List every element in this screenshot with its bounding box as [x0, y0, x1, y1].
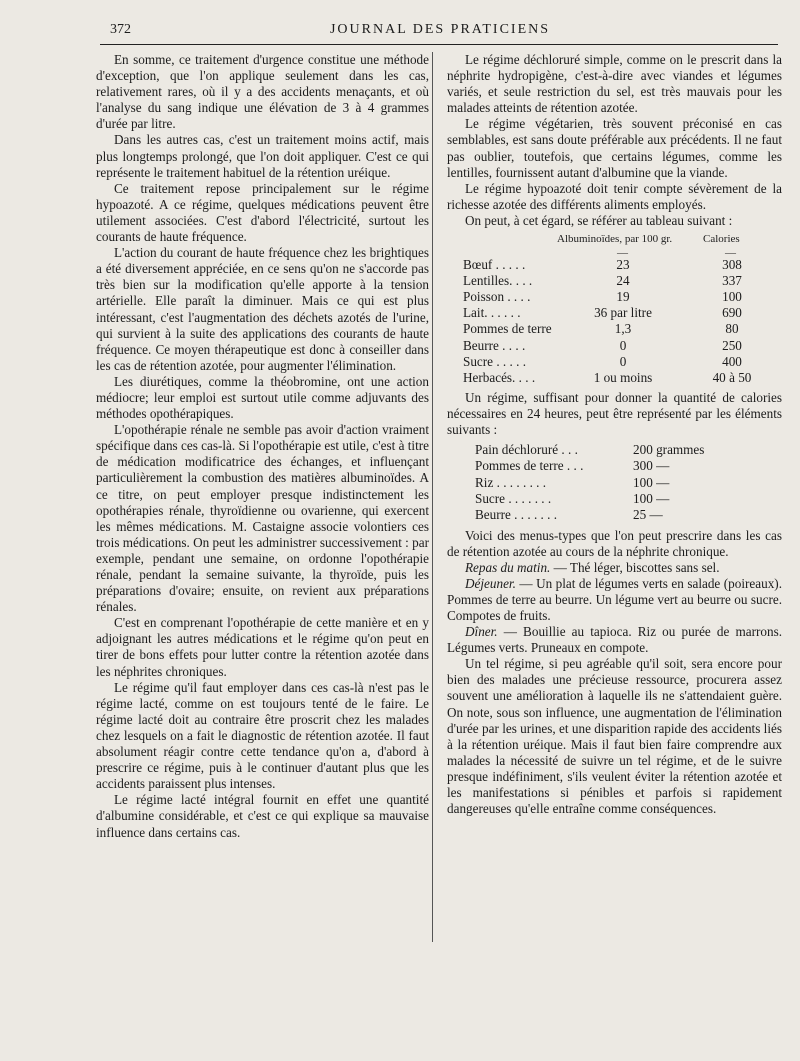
calorie-value: 308 — [722, 257, 742, 273]
paragraph: Un régime, suffisant pour donner la quantité de calories nécessaires en 24 heures, peut être représenté par les éléments suivants : — [447, 389, 782, 437]
list-item — [447, 475, 782, 491]
food-name: Pommes de terre — [463, 321, 552, 337]
food-name: Lentilles. . . . — [463, 273, 533, 289]
menu-text: — Bouillie au tapioca. Riz ou purée de marrons. Légumes verts. Pruneaux en compote. — [447, 624, 782, 656]
ration-list — [447, 442, 782, 523]
menu-label: Repas du matin. — [465, 559, 551, 575]
food-name: Bœuf . . . . . — [463, 257, 526, 273]
paragraph: On peut, à cet égard, se référer au tableau suivant : — [465, 212, 733, 228]
list-item — [447, 491, 782, 507]
paragraph: Les diurétiques, comme la théobromine, ont une action médiocre; leur emploi est surtout utile comme adjuvants des méthodes opothérapiques. — [96, 373, 429, 422]
list-item — [447, 507, 782, 523]
paragraph: Un tel régime, si peu agréable qu'il soit, sera encore pour bien des malades une précieuse ressource, procurera assez souvent une amélioration à laquelle ils ne s'attendaient guère. On note, sous son influence, une augmentation de l'élimination d'urée par les urines, et une disparition rapide des accidents liés à la rétention uréique. Mais il faut bien faire comprendre aux malades la nécessité de suivre un tel régime, et de le suivre presque indéfiniment, s'ils veulent éviter la rétention azotée et les manifestations si pénibles et parfois si rapidement dangereuses qu'elle entraîne comme conséquences. — [447, 656, 782, 817]
calorie-value: 250 — [722, 337, 742, 353]
column-divider — [432, 52, 433, 942]
paragraph: C'est en comprenant l'opothérapie de cette manière et en y adjoignant les autres médications et le régime qu'on peut en tirer de bons effets pour lutter contre la rétention azotée dans les néphrites chroniques. — [96, 615, 429, 679]
paragraph: Le régime lacté intégral fournit en effet une quantité d'albumine considérable, et c'est ce qui explique sa mauvaise influence dans certains cas. — [96, 792, 429, 840]
header-dash: — — [725, 247, 736, 260]
albuminoid-value: 23 — [616, 257, 630, 273]
ration-amount: 100 — — [633, 490, 670, 506]
paragraph: Ce traitement repose principalement sur le régime hypoazoté. A ce régime, quelques médications peuvent être utilement associées. C'est d'abord l'électricité, surtout les courants de haute fréquence. — [96, 180, 429, 245]
right-column — [447, 52, 782, 817]
food-name: Poisson . . . . — [463, 289, 531, 305]
paragraph: Dans les autres cas, c'est un traitement moins actif, mais plus longtemps prolongé, que l'on doit appliquer. C'est ce qui représente le traitement habituel de la rétention uréique. — [96, 132, 429, 180]
table-row — [447, 257, 782, 273]
menu-item — [447, 624, 782, 656]
page-header — [100, 20, 780, 42]
albuminoid-value: 1,3 — [614, 321, 632, 337]
menu-item — [447, 576, 782, 624]
food-name: Lait. . . . . . — [463, 305, 521, 321]
ration-amount: 300 — — [633, 458, 670, 474]
ration-amount: 200 grammes — [633, 442, 705, 458]
ration-amount: 100 — — [633, 474, 670, 490]
paragraph: Le régime déchloruré simple, comme on le prescrit dans la néphrite hydropigène, c'est-à-dire avec viandes et légumes variés, et seule restriction du sel, est très mauvais pour les malades atteints de rétention azotée. — [447, 52, 782, 116]
menu-item — [447, 560, 782, 576]
column-header-calories: Calories — [703, 233, 740, 246]
table-header — [447, 231, 782, 245]
ration-food: Beurre . . . . . . . — [475, 507, 558, 523]
running-title: JOURNAL DES PRATICIENS — [329, 22, 551, 37]
table-row — [447, 289, 782, 305]
calorie-value: 100 — [722, 289, 742, 305]
paragraph: Le régime hypoazoté doit tenir compte sévèrement de la richesse azotée des différents aliments employés. — [447, 180, 782, 212]
paragraph: Voici des menus-types que l'on peut prescrire dans les cas de rétention azotée au cours de la néphrite chronique. — [447, 527, 782, 559]
table-row — [447, 273, 782, 289]
ration-food: Riz . . . . . . . . — [475, 474, 547, 490]
albuminoid-value: 1 ou moins — [593, 369, 653, 385]
header-rule — [100, 44, 778, 45]
paragraph: Le régime végétarien, très souvent préconisé en cas semblables, est sans doute préférable aux précédents. Il ne faut pas oublier, toutefois, que certains légumes, comme les lentilles, fournissent autant d'albumine que la viande. — [447, 116, 782, 180]
paragraph: Le régime qu'il faut employer dans ces cas-là n'est pas le régime lacté, comme on est toujours tenté de le faire. Le régime lacté doit au contraire être proscrit chez les malades chez lesquels on a fait le diagnostic de rétention azotée. Il faut absolument réagir contre cette tendance qu'on a, d'abord à prescrire ce régime, puis à le continuer d'autant plus que les accidents paraissent plus intenses. — [96, 679, 429, 792]
albuminoid-value: 36 par litre — [594, 305, 652, 321]
paragraph: L'opothérapie rénale ne semble pas avoir d'action vraiment spécifique dans ces cas-là. Si l'opothérapie est utile, c'est à titre de médication modificatrice des échanges, et influençant particulièrement la combustion des matières albuminoïdes. A ce titre, on peut employer presque indistinctement les opothérapies rénale, thyroïdienne ou ovarienne, qui exercent les mêmes médications. M. Castaigne associe volontiers ces trois médications. On peut les administrer successivement : par exemple, pendant une semaine, on ordonne l'opothérapie rénale, pendant la semaine suivante, la thyroïde, puis les préparations d'ovaire; ensuite, on revient aux préparations rénales. — [96, 422, 429, 615]
calorie-value: 80 — [725, 321, 739, 337]
ration-food: Pain déchloruré . . . — [475, 442, 578, 458]
food-name: Beurre . . . . — [463, 337, 526, 353]
ration-amount: 25 — — [633, 507, 663, 523]
table-row — [447, 370, 782, 386]
calorie-value: 40 à 50 — [712, 369, 752, 385]
food-name: Sucre . . . . . — [463, 353, 526, 369]
calorie-value: 400 — [722, 353, 742, 369]
list-item — [447, 442, 782, 458]
table-row — [447, 338, 782, 354]
calorie-value: 690 — [722, 305, 742, 321]
paragraph: En somme, ce traitement d'urgence constitue une méthode d'exception, que l'on applique seulement dans les cas, relativement rares, où il y a des accidents menaçants, et où l'analyse du sang indique une élévation de 3 à 4 grammes d'urée par litre. — [96, 52, 429, 132]
table-row — [447, 354, 782, 370]
menu-label: Dîner. — [465, 624, 498, 640]
albuminoid-value: 0 — [619, 353, 627, 369]
ration-food: Sucre . . . . . . . — [475, 490, 552, 506]
albuminoid-value: 24 — [616, 273, 630, 289]
left-column — [96, 52, 429, 841]
paragraph: L'action du courant de haute fréquence chez les brightiques a été diversement appréciée, en ce sens qu'on ne s'accorde pas très bien sur la modification qu'elle apporte à la tension artérielle. Elle paraît la diminuer. Mais ce qui est plus intéressant, c'est l'augmentation des déchets azotés de l'urine, qui survient à la suite des applications des courants de haute fréquence. Ce moyen thérapeutique est donc à conseiller dans les cas de rétention azotée, pour augmenter l'élimination. — [96, 245, 429, 373]
list-item — [447, 458, 782, 474]
header-dash: — — [617, 247, 628, 260]
table-row — [447, 305, 782, 321]
menu-text: — Un plat de légumes verts en salade (poireaux). Pommes de terre au beurre. Un légume vert au beurre ou sucre. Compotes de fruits. — [447, 575, 782, 624]
table-header-dashes — [447, 245, 782, 260]
column-header-albuminoids: Albuminoïdes, par 100 gr. — [557, 233, 673, 246]
calorie-value: 337 — [722, 273, 742, 289]
albuminoid-value: 19 — [616, 289, 630, 305]
page-number: 372 — [110, 22, 131, 37]
ration-food: Pommes de terre . . . — [475, 458, 584, 474]
albuminoid-value: 0 — [619, 337, 627, 353]
menu-text: — Thé léger, biscottes sans sel. — [550, 559, 720, 575]
nutrition-table — [447, 231, 782, 386]
menu-label: Déjeuner. — [465, 575, 516, 591]
table-row — [447, 321, 782, 337]
food-name: Herbacés. . . . — [463, 369, 536, 385]
